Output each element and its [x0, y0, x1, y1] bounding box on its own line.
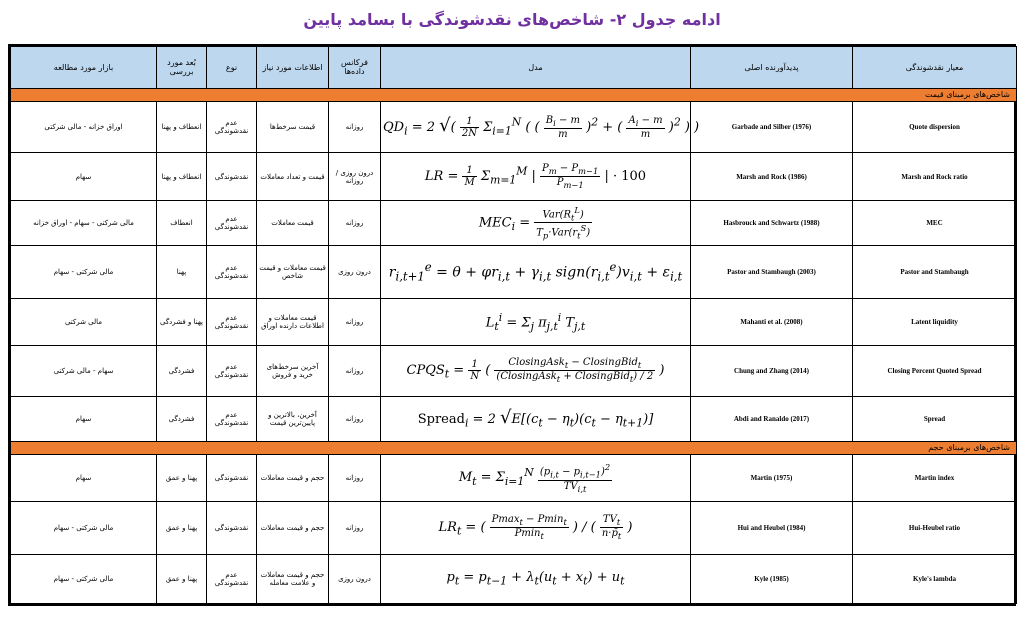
header-criterion: معیار نقدشوندگی: [853, 47, 1017, 89]
table-row: [11, 554, 1017, 603]
cell-dimension: پهنا و عمق: [157, 554, 207, 603]
cell-frequency: روزانه: [329, 454, 381, 501]
header-row: [11, 47, 1017, 89]
cell-source: Abdi and Ranaldo (2017): [691, 396, 853, 441]
cell-info: قیمت معاملات و قیمت شاخص: [257, 245, 329, 298]
cell-dimension: فشردگی: [157, 396, 207, 441]
cell-criterion: Martin index: [853, 454, 1017, 501]
cell-market: سهام: [11, 153, 157, 201]
cell-frequency: روزانه: [329, 201, 381, 246]
cell-criterion: Kyle's lambda: [853, 554, 1017, 603]
cell-criterion: Spread: [853, 396, 1017, 441]
cell-dimension: انعطاف: [157, 201, 207, 246]
liquidity-table: [10, 46, 1017, 604]
cell-market: سهام: [11, 396, 157, 441]
header-dimension: بُعد مورد بررسی: [157, 47, 207, 89]
table-title: ادامه جدول ۲- شاخص‌های نقدشوندگی با بسامد پایین: [303, 10, 721, 29]
cell-source: Mahanti et al. (2008): [691, 298, 853, 345]
cell-info: آخرین سرخط‌های خرید و فروش: [257, 345, 329, 396]
cell-market: مالی شرکتی - سهام: [11, 501, 157, 554]
table-row: [11, 201, 1017, 246]
cell-source: Hasbrouck and Schwartz (1988): [691, 201, 853, 246]
cell-criterion: Closing Percent Quoted Spread: [853, 345, 1017, 396]
cell-market: اوراق خزانه - مالی شرکتی: [11, 102, 157, 153]
cell-type: نقدشوندگی: [207, 153, 257, 201]
cell-type: عدم نقدشوندگی: [207, 102, 257, 153]
header-market: بازار مورد مطالعه: [11, 47, 157, 89]
cell-type: عدم نقدشوندگی: [207, 554, 257, 603]
table-row: [11, 153, 1017, 201]
cell-info: حجم و قیمت معاملات و علامت معامله: [257, 554, 329, 603]
cell-frequency: درون روزی / روزانه: [329, 153, 381, 201]
liquidity-table-frame: [8, 44, 1016, 606]
cell-source: Martin (1975): [691, 454, 853, 501]
formula-pastor-stambaugh: $r_{i,t+1}^e = \theta + \varphi r_{i,t} + \gamma_{i,t}$ $sign(r_{i,t}^e)v_{i,t} + \varepsilon_{i,t}$: [381, 245, 691, 298]
cell-source: Hui and Heubel (1984): [691, 501, 853, 554]
header-info: اطلاعات مورد نیاز: [257, 47, 329, 89]
section-label-price: شاخص‌های برمبنای قیمت: [11, 88, 1017, 101]
header-model: مدل: [381, 47, 691, 89]
cell-info: قیمت سرخط‌ها: [257, 102, 329, 153]
cell-frequency: روزانه: [329, 345, 381, 396]
table-row: [11, 298, 1017, 345]
cell-type: عدم نقدشوندگی: [207, 298, 257, 345]
formula-martin-index: $M_t = \Sigma_{i=1}^N$ $\frac{(p_{i,t} - p_{i,t-1})^2}{TV_{i,t}}$: [381, 454, 691, 501]
cell-market: سهام - مالی شرکتی: [11, 345, 157, 396]
table-row: [11, 245, 1017, 298]
cell-market: مالی شرکتی: [11, 298, 157, 345]
cell-info: حجم و قیمت معاملات: [257, 454, 329, 501]
table-row: [11, 454, 1017, 501]
formula-marsh-rock: LR = $\frac{1}{M}$ $\Sigma_{m=1}^M$ | $\frac{P_m - P_{m-1}}{P_{m-1}}$ | · 100: [381, 153, 691, 201]
cell-frequency: درون روزی: [329, 554, 381, 603]
header-source: پدیدآورنده اصلی: [691, 47, 853, 89]
formula-hui-heubel: $LR_t$ = ( $\frac{Pmax_t - Pmin_t}{Pmin_t}$ ) / ( $\frac{TV_t}{n\cdot p̄_t}$ ): [381, 501, 691, 554]
cell-criterion: Marsh and Rock ratio: [853, 153, 1017, 201]
table-row: [11, 102, 1017, 153]
cell-criterion: Hui-Heubel ratio: [853, 501, 1017, 554]
formula-kyle-lambda: $p_t = p_{t-1} + \lambda_t(u_t + x_t) + u_t$: [381, 554, 691, 603]
cell-type: عدم نقدشوندگی: [207, 245, 257, 298]
header-type: نوع: [207, 47, 257, 89]
formula-spread: Spread$_i$ = 2 $√E[(c_t - \eta_t)(c_t - \eta_{t+1})]$: [381, 396, 691, 441]
cell-dimension: فشردگی: [157, 345, 207, 396]
cell-type: نقدشوندگی: [207, 454, 257, 501]
cell-frequency: درون روزی: [329, 245, 381, 298]
cell-source: Kyle (1985): [691, 554, 853, 603]
cell-market: سهام: [11, 454, 157, 501]
cell-type: نقدشوندگی: [207, 501, 257, 554]
cell-frequency: روزانه: [329, 298, 381, 345]
cell-criterion: Quote dispersion: [853, 102, 1017, 153]
section-label-volume: شاخص‌های برمبنای حجم: [11, 441, 1017, 454]
cell-dimension: انعطاف و پهنا: [157, 102, 207, 153]
cell-info: قیمت معاملات: [257, 201, 329, 246]
cell-source: Pastor and Stambaugh (2003): [691, 245, 853, 298]
cell-source: Garbade and Silber (1976): [691, 102, 853, 153]
cell-info: قیمت معاملات و اطلاعات دارنده اوراق: [257, 298, 329, 345]
cell-source: Chung and Zhang (2014): [691, 345, 853, 396]
cell-market: مالی شرکتی - سهام: [11, 245, 157, 298]
formula-mec: $MEC_i$ = $\frac{Var(R_t^L)}{T_p\cdot Var(r_t^S)}$: [381, 201, 691, 246]
cell-frequency: روزانه: [329, 501, 381, 554]
cell-criterion: Latent liquidity: [853, 298, 1017, 345]
cell-criterion: Pastor and Stambaugh: [853, 245, 1017, 298]
cell-frequency: روزانه: [329, 396, 381, 441]
table-row: [11, 396, 1017, 441]
cell-dimension: انعطاف و پهنا: [157, 153, 207, 201]
table-row: [11, 345, 1017, 396]
cell-market: مالی شرکتی - سهام: [11, 554, 157, 603]
cell-info: حجم و قیمت معاملات: [257, 501, 329, 554]
cell-info: قیمت و تعداد معاملات: [257, 153, 329, 201]
table-row: [11, 501, 1017, 554]
section-row-volume: [11, 441, 1017, 454]
cell-dimension: پهنا: [157, 245, 207, 298]
cell-dimension: پهنا و عمق: [157, 454, 207, 501]
cell-info: آخرین، بالاترین و پایین‌ترین قیمت: [257, 396, 329, 441]
formula-cpqs: $CPQS_t$ = $\frac{1}{N}$ ( $\frac{ClosingAsk_t - ClosingBid_t}{(ClosingAsk_t + ClosingBid_t) / 2}$ ): [381, 345, 691, 396]
cell-type: عدم نقدشوندگی: [207, 396, 257, 441]
formula-quote-dispersion: $QD_i = 2$ √( $\frac{1}{2N}$ $\Sigma_{i=1}^N$ ( ( $\frac{B_i - m}{m}$ )$^2$ + ( $\frac{A_i - m}{m}$ )$^2$ ) ): [381, 102, 691, 153]
cell-market: مالی شرکتی - سهام - اوراق خزانه: [11, 201, 157, 246]
cell-source: Marsh and Rock (1986): [691, 153, 853, 201]
cell-criterion: MEC: [853, 201, 1017, 246]
formula-latent-liquidity: $L_t^i = \Sigma_j$ $\pi_{j,t}^i$ $T_{j,t}$: [381, 298, 691, 345]
cell-dimension: پهنا و عمق: [157, 501, 207, 554]
cell-frequency: روزانه: [329, 102, 381, 153]
cell-type: عدم نقدشوندگی: [207, 345, 257, 396]
header-frequency: فرکانس داده‌ها: [329, 47, 381, 89]
cell-type: عدم نقدشوندگی: [207, 201, 257, 246]
section-row-price: [11, 88, 1017, 101]
cell-dimension: پهنا و فشردگی: [157, 298, 207, 345]
